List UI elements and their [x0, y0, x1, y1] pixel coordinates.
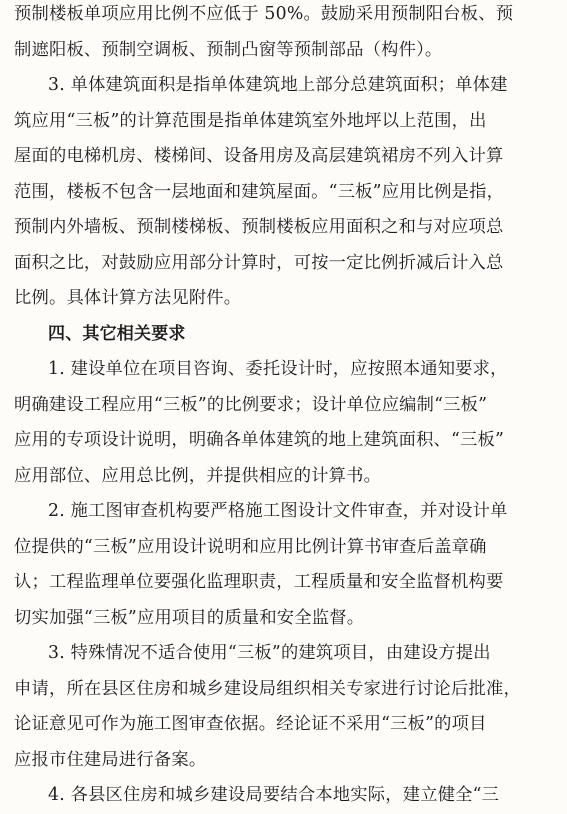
paragraph-start: 1. 建设单位在项目咨询、委托设计时，应按照本通知要求， — [48, 359, 508, 379]
text-line: 比例。具体计算方法见附件。 — [14, 288, 242, 308]
text-line: 范围，楼板不包含一层地面和建筑屋面。“三板”应用比例是指， — [14, 181, 505, 202]
text-line: 明确建设工程应用“三板”的比例要求；设计单位应编制“三板” — [14, 394, 488, 415]
text-line: 筑应用“三板”的计算范围是指单体建筑室外地坪以上范围，出 — [14, 110, 487, 131]
text-line: 屋面的电梯机房、楼梯间、设备用房及高层建筑裙房不列入计算 — [14, 146, 504, 166]
paragraph-start: 3. 单体建筑面积是指单体建筑地上部分总建筑面积；单体建 — [48, 75, 508, 95]
paragraph-start: 2. 施工图审查机构要严格施工图设计文件审查，并对设计单 — [48, 501, 508, 521]
text-line: 预制楼板单项应用比例不应低于 50%。鼓励采用预制阳台板、预 — [14, 4, 514, 24]
text-line: 制遮阳板、预制空调板、预制凸窗等预制部品（构件）。 — [14, 39, 443, 60]
text-line: 切实加强“三板”应用项目的质量和安全监督。 — [14, 607, 365, 628]
text-line: 应报市住建局进行备案。 — [14, 749, 207, 770]
paragraph-start: 4. 各县区住房和城乡建设局要结合本地实际，建立健全“三 — [48, 785, 500, 805]
text-line: 面积之比，对鼓励应用部分计算时，可按一定比例折减后计入总 — [14, 252, 504, 273]
text-line: 位提供的“三板”应用设计说明和应用比例计算书审查后盖章确 — [14, 536, 487, 557]
text-line: 应用部位、应用总比例，并提供相应的计算书。 — [14, 465, 382, 486]
paragraph-start: 3. 特殊情况不适合使用“三板”的建筑项目，由建设方提出 — [48, 643, 491, 663]
text-line: 应用的专项设计说明，明确各单体建筑的地上建筑面积、“三板” — [14, 430, 505, 450]
section-heading: 四、其它相关要求 — [48, 323, 186, 344]
text-line: 认；工程监理单位要强化监理职责，工程质量和安全监督机构要 — [14, 572, 504, 592]
text-line: 论证意见可作为施工图审查依据。经论证不采用“三板”的项目 — [14, 714, 487, 734]
text-line: 申请，所在县区住房和城乡建设局组织相关专家进行讨论后批准， — [14, 678, 521, 699]
text-line: 预制内外墙板、预制楼梯板、预制楼板应用面积之和与对应项总 — [14, 217, 504, 237]
